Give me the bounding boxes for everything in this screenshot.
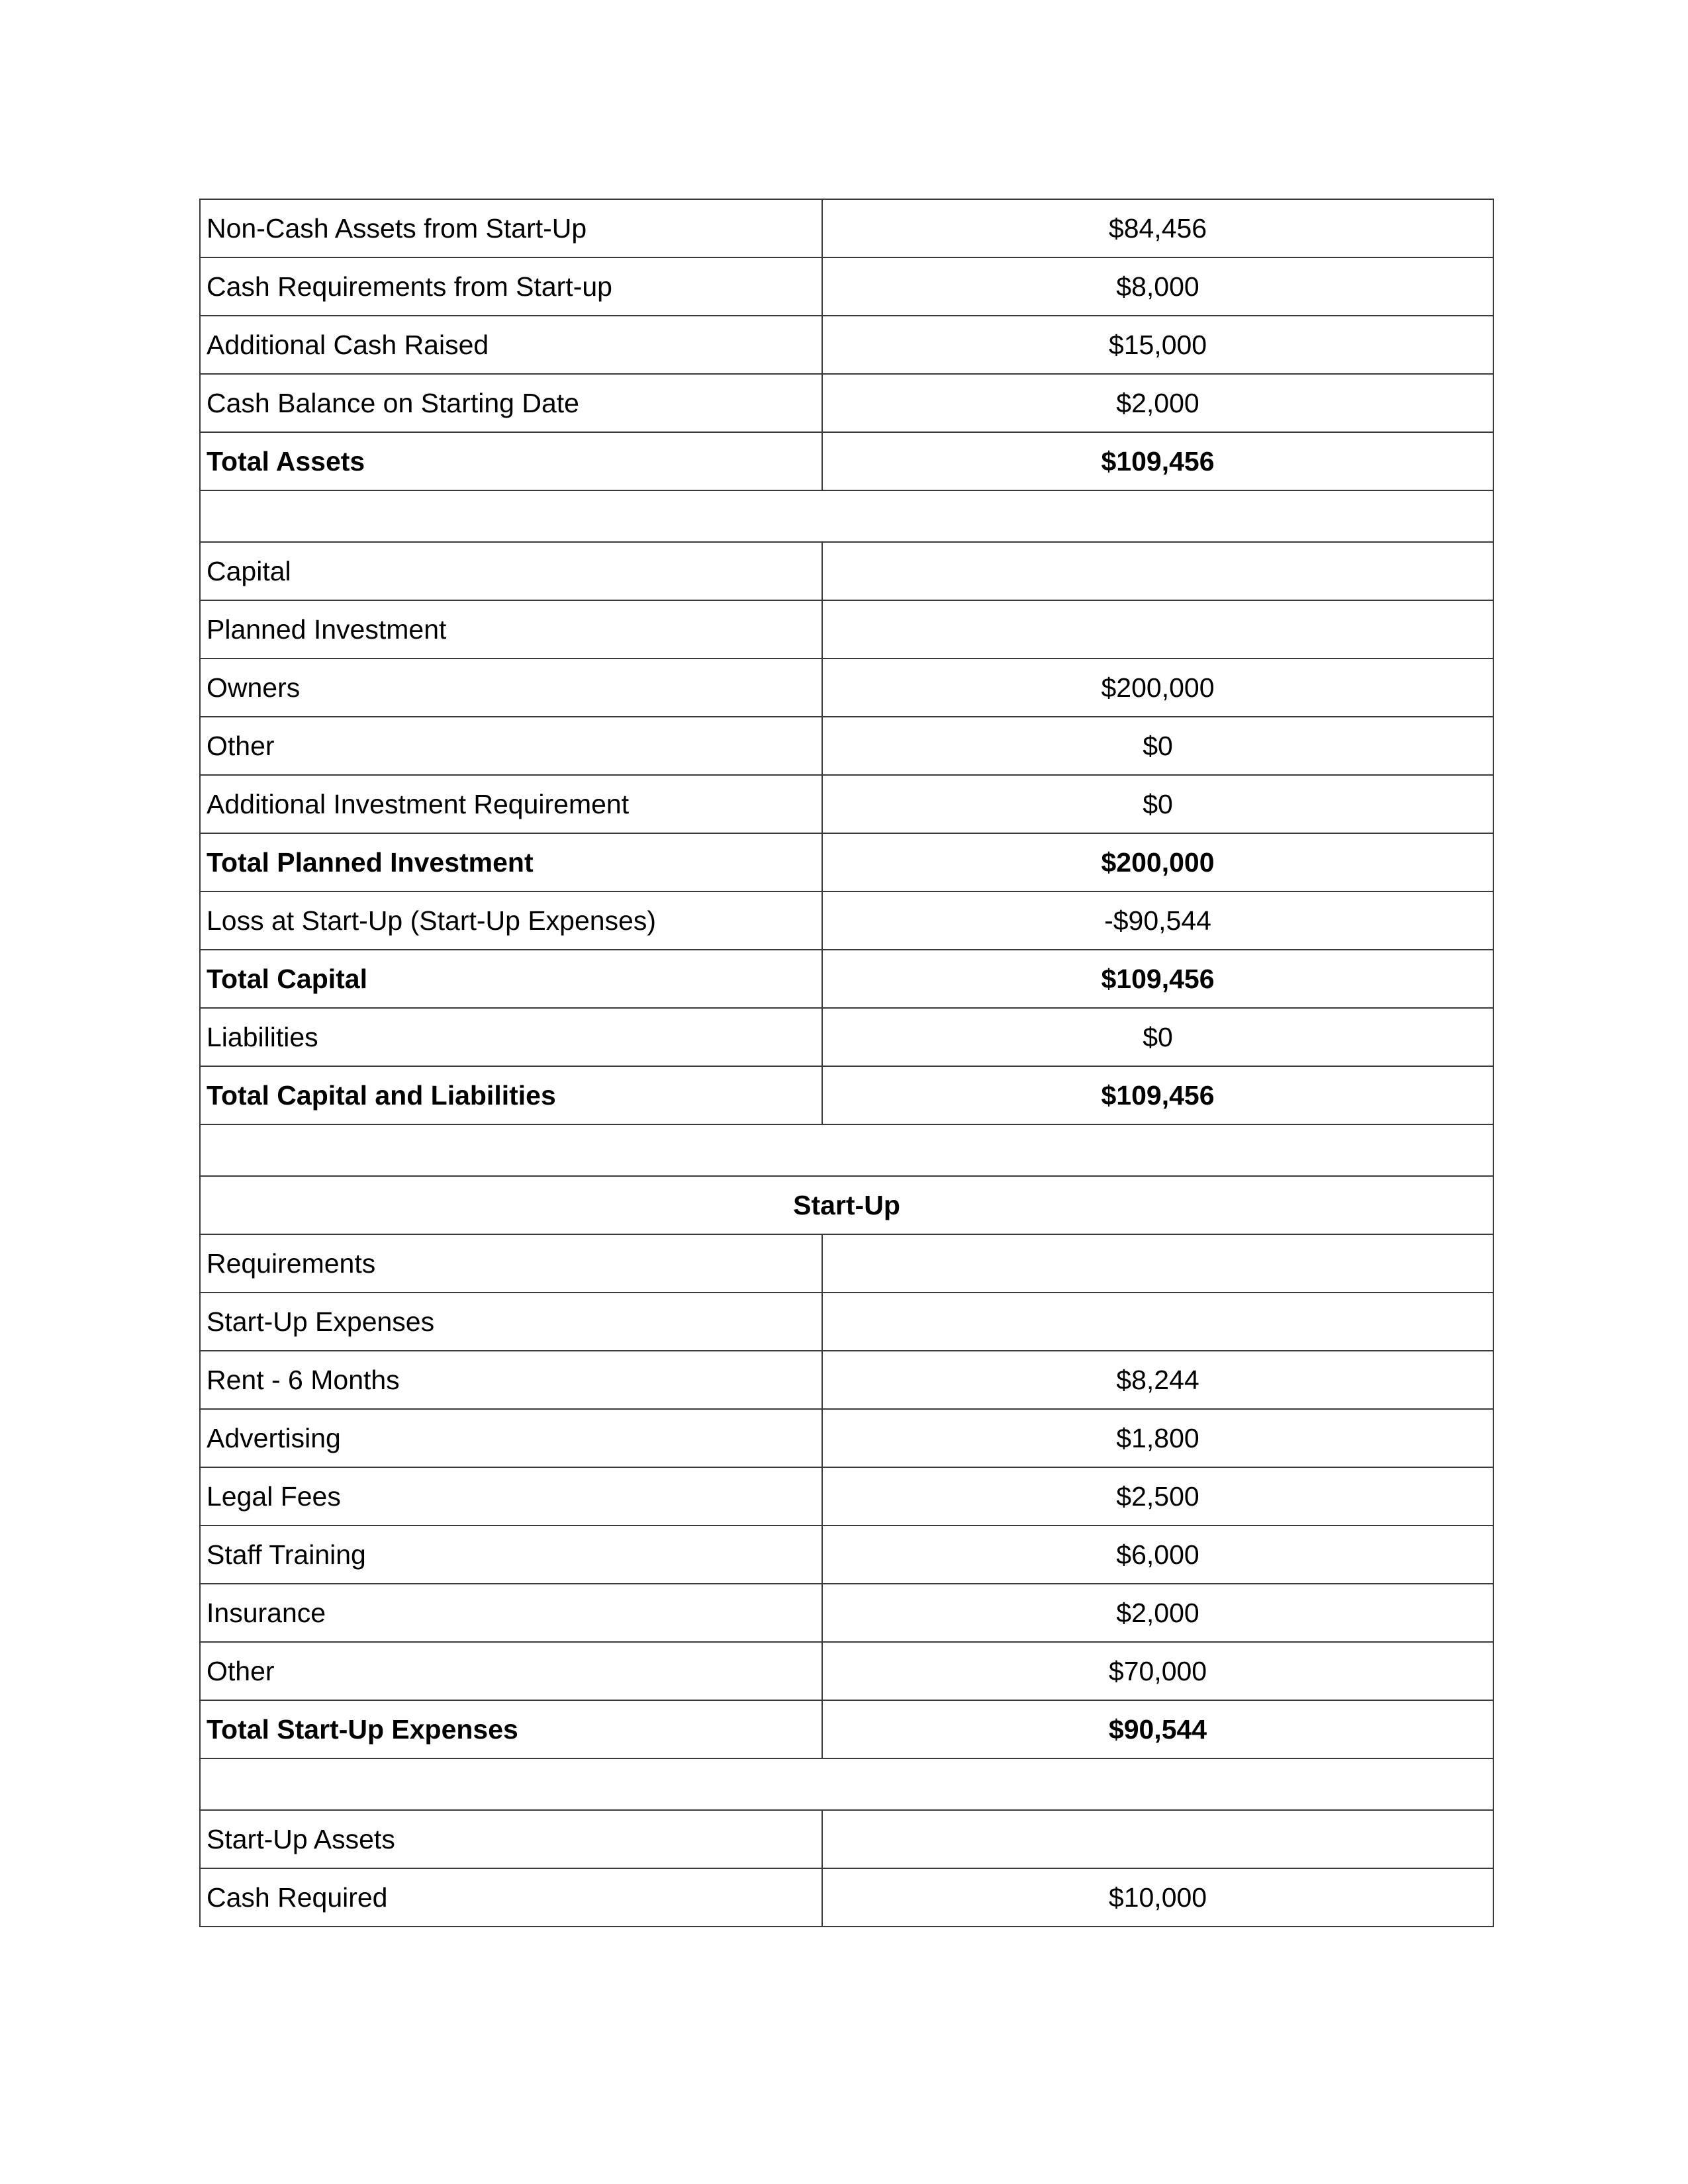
row-label: Cash Required <box>200 1868 822 1927</box>
spacer-cell <box>200 1758 1493 1810</box>
row-label: Capital <box>200 542 822 600</box>
row-label: Additional Cash Raised <box>200 316 822 374</box>
row-value: $0 <box>822 717 1493 775</box>
table-body <box>200 199 1493 1927</box>
row-label: Total Assets <box>200 432 822 490</box>
row-label: Other <box>200 717 822 775</box>
row-value: -$90,544 <box>822 891 1493 950</box>
row-label: Total Start-Up Expenses <box>200 1700 822 1758</box>
row-label: Total Planned Investment <box>200 833 822 891</box>
row-label: Start-Up Expenses <box>200 1293 822 1351</box>
row-value: $70,000 <box>822 1642 1493 1700</box>
spacer-row <box>200 490 1493 542</box>
row-value <box>822 1293 1493 1351</box>
row-value <box>822 542 1493 600</box>
startup-financial-table <box>199 199 1494 1927</box>
total-row <box>200 1700 1493 1758</box>
total-row <box>200 950 1493 1008</box>
total-row <box>200 833 1493 891</box>
row-value <box>822 1810 1493 1868</box>
row-label: Planned Investment <box>200 600 822 659</box>
row-value: $0 <box>822 775 1493 833</box>
row-label: Other <box>200 1642 822 1700</box>
row-label: Owners <box>200 659 822 717</box>
row-value: $0 <box>822 1008 1493 1066</box>
row-value: $109,456 <box>822 950 1493 1008</box>
table-row <box>200 717 1493 775</box>
table-row <box>200 199 1493 257</box>
row-label: Rent - 6 Months <box>200 1351 822 1409</box>
row-label: Requirements <box>200 1234 822 1293</box>
table-row <box>200 1642 1493 1700</box>
table-row <box>200 1293 1493 1351</box>
table-row <box>200 1409 1493 1467</box>
table-row <box>200 775 1493 833</box>
spacer-cell <box>200 1124 1493 1176</box>
row-value: $8,000 <box>822 257 1493 316</box>
table-row <box>200 257 1493 316</box>
row-value: $200,000 <box>822 659 1493 717</box>
spacer-row <box>200 1758 1493 1810</box>
row-label: Cash Balance on Starting Date <box>200 374 822 432</box>
row-value: $90,544 <box>822 1700 1493 1758</box>
spacer-cell <box>200 490 1493 542</box>
section-header-row <box>200 1176 1493 1234</box>
row-value: $2,000 <box>822 374 1493 432</box>
table-row <box>200 1810 1493 1868</box>
spacer-row <box>200 1124 1493 1176</box>
row-value: $8,244 <box>822 1351 1493 1409</box>
row-value: $200,000 <box>822 833 1493 891</box>
table-row <box>200 1234 1493 1293</box>
row-label: Total Capital and Liabilities <box>200 1066 822 1124</box>
section-header: Start-Up <box>200 1176 1493 1234</box>
row-value: $6,000 <box>822 1525 1493 1584</box>
table-row <box>200 1525 1493 1584</box>
row-label: Insurance <box>200 1584 822 1642</box>
row-value: $109,456 <box>822 1066 1493 1124</box>
row-label: Advertising <box>200 1409 822 1467</box>
row-value <box>822 600 1493 659</box>
row-label: Liabilities <box>200 1008 822 1066</box>
table-row <box>200 316 1493 374</box>
table-row <box>200 600 1493 659</box>
row-label: Staff Training <box>200 1525 822 1584</box>
row-value: $1,800 <box>822 1409 1493 1467</box>
table-row <box>200 374 1493 432</box>
row-value: $2,000 <box>822 1584 1493 1642</box>
total-row <box>200 1066 1493 1124</box>
table-row <box>200 1467 1493 1525</box>
total-row <box>200 432 1493 490</box>
row-value: $10,000 <box>822 1868 1493 1927</box>
row-label: Cash Requirements from Start-up <box>200 257 822 316</box>
row-value: $15,000 <box>822 316 1493 374</box>
row-value <box>822 1234 1493 1293</box>
row-label: Additional Investment Requirement <box>200 775 822 833</box>
table-row <box>200 1868 1493 1927</box>
table-row <box>200 1584 1493 1642</box>
row-label: Non-Cash Assets from Start-Up <box>200 199 822 257</box>
table-row <box>200 542 1493 600</box>
row-value: $84,456 <box>822 199 1493 257</box>
row-label: Loss at Start-Up (Start-Up Expenses) <box>200 891 822 950</box>
row-value: $2,500 <box>822 1467 1493 1525</box>
table-row <box>200 1008 1493 1066</box>
row-value: $109,456 <box>822 432 1493 490</box>
table-row <box>200 659 1493 717</box>
row-label: Start-Up Assets <box>200 1810 822 1868</box>
row-label: Total Capital <box>200 950 822 1008</box>
table-row <box>200 1351 1493 1409</box>
table-row <box>200 891 1493 950</box>
row-label: Legal Fees <box>200 1467 822 1525</box>
